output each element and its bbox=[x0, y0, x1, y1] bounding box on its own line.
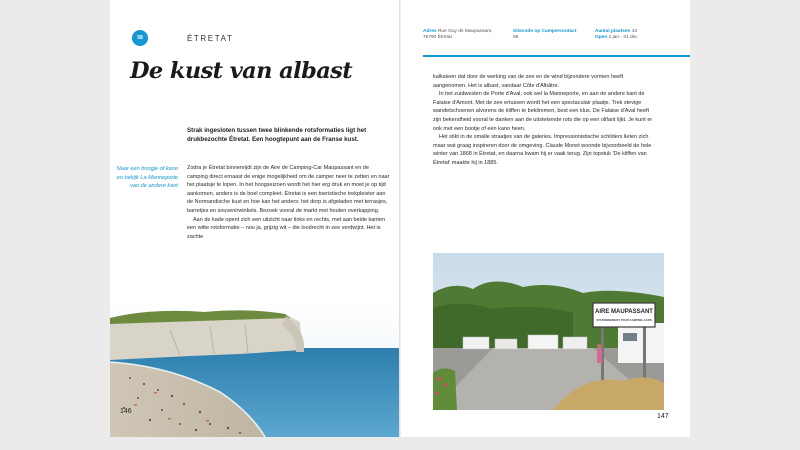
right-page bbox=[401, 0, 690, 437]
info-value: 34 bbox=[631, 29, 638, 34]
info-label: Aantal plaatsen bbox=[595, 29, 631, 34]
info-value: 76790 Étretat bbox=[423, 35, 452, 41]
paragraph: In het zuidwesten de Porte d'Aval, ook wel la Manneporte, en aan de andere kant de Falaise d'Amont. Met de zee ertussen wordt het een spectaculair plaatje. Trek stevige wandelschoenen alvorens de kliffen te beklimmen, best een klus. De Falaise d'Aval heeft zijn bekendheid vooral te danken aan de uitstekende rots die op een olifant lijkt. Je kunt er ook met een bootje of een kano heen. bbox=[433, 91, 653, 132]
page-number-right: 147 bbox=[657, 413, 669, 420]
info-address bbox=[423, 29, 492, 42]
lead-paragraph: Strak ingesloten tussen twee blinkende rotsformaties ligt het drukbezochte Étretat. Een hoogtepunt aan de Franse kust. bbox=[187, 127, 367, 143]
info-label: Adres bbox=[423, 29, 437, 34]
paragraph: Het stikt in de smalle straatjes van de galeries. Impressionistische schilders lieten zich maar wat graag inspireren door de omgeving. Claude Monet woonde bijvoorbeeld de hele winter van 1868 in Étretat, en daarna kwam hij er vaak terug. Zijn topstuk 'De kliffen van Étretat' maakte hij in 1885. bbox=[433, 134, 652, 166]
sign-subtitle: STATIONNEMENT POUR CAMPING-CARS bbox=[596, 318, 652, 322]
left-page bbox=[110, 0, 399, 437]
beach-cliff-photo bbox=[110, 300, 399, 437]
paragraph: kalksteen dat door de werking van de zee en de wind bijzondere vormen heeft aangenomen. Het is albast, vandaar Côte d'Albâtre. bbox=[433, 74, 624, 89]
paragraph: Zodra je Étretat binnenrijdt zijn de Aire de Camping-Car Maupassant en de camping direct ernaast de enige mogelijkheid om de camper neer te zetten en naar het plaatsje te lopen. In het hoogseizoen wordt het hier erg druk en moet je op tijd aankomen, anders is de boel compleet. Étretat is een toeristische trekpleister aan de Normandische kust en hoe kan het anders: het dorp is afgeladen met terrasjes, barretjes en souvenirwinkels. Bezoek vooral de markt met houten overkapping. bbox=[187, 165, 390, 214]
paragraph: Aan de kade opent zich een uitzicht naar links en rechts, met aan beide kanten een witte rotsformatie – nou ja, grijzig wit – die loodrecht in zee verdwijnt. Het is zachte bbox=[187, 216, 386, 240]
side-caption: Naar een boogje of kano en bekijk La Manneporte van de andere kant bbox=[116, 166, 178, 190]
chapter-title: ÉTRETAT bbox=[187, 34, 234, 43]
info-value: 1 jan - 31 dec bbox=[608, 35, 638, 41]
info-value: 98 bbox=[513, 35, 519, 41]
info-places bbox=[595, 29, 638, 42]
info-label: Sitecode op Campercontact bbox=[513, 29, 577, 34]
sign-title: AIRE MAUPASSANT bbox=[595, 309, 653, 315]
campsite-photo bbox=[433, 253, 664, 410]
chapter-number-badge: 58 bbox=[132, 30, 148, 46]
body-text-right bbox=[433, 73, 657, 168]
info-divider bbox=[423, 55, 690, 57]
info-sitecode bbox=[513, 29, 576, 42]
info-value: Rue Guy de Maupassant, bbox=[437, 29, 493, 34]
page-number-left: 146 bbox=[120, 408, 132, 415]
body-text-left bbox=[187, 164, 391, 241]
article-title: De kust van albast bbox=[130, 58, 353, 84]
info-label: Open bbox=[595, 35, 608, 41]
